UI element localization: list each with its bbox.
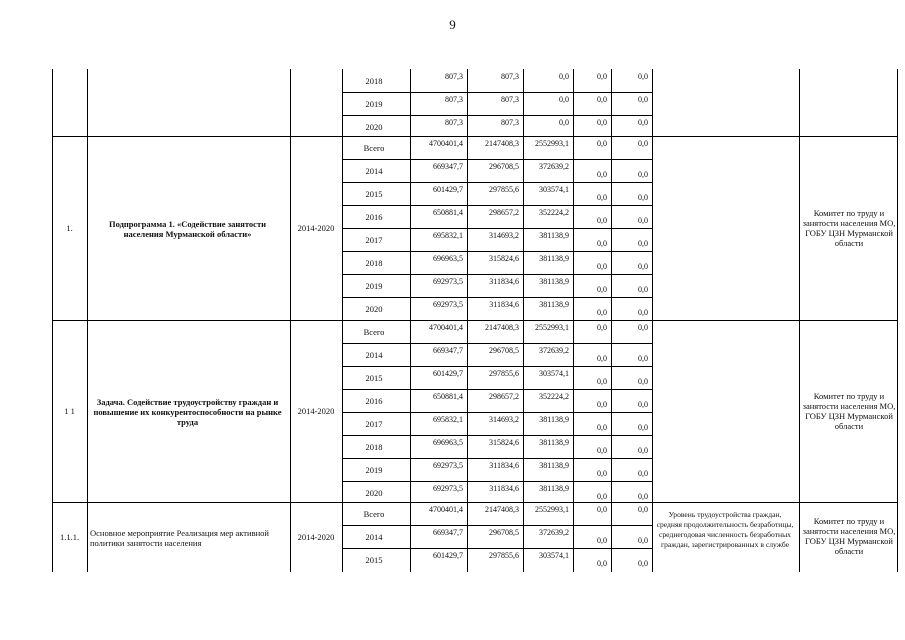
year-cell: 2016 [365,396,383,406]
year-cell: 2018 [365,76,383,86]
amount-cell: 601429,7 [433,185,463,194]
row-divider [342,389,652,390]
section-number: 1. [66,223,73,233]
amount-cell: 4700401,4 [429,139,463,148]
section-period: 2014-2020 [297,223,335,233]
row-divider [342,251,652,252]
amount-cell: 381138,9 [539,438,569,447]
amount-cell: 0,0 [638,118,648,127]
amount-cell: 0,0 [597,193,607,202]
amount-cell: 2147408,3 [485,505,519,514]
amount-cell: 296708,5 [489,346,519,355]
section-name: Задача. Содействие трудоустройству граждан и повышение их конкурентоспособности на рынке труда [93,397,282,427]
amount-cell: 695832,1 [433,231,463,240]
amount-cell: 0,0 [638,139,648,148]
amount-cell: 0,0 [638,72,648,81]
amount-cell: 0,0 [638,505,648,514]
amount-cell: 311834,6 [489,484,519,493]
amount-cell: 0,0 [638,400,648,409]
row-divider [342,182,652,183]
amount-cell: 2147408,3 [485,323,519,332]
amount-cell: 0,0 [597,95,607,104]
amount-cell: 0,0 [638,469,648,478]
amount-cell: 0,0 [638,170,648,179]
year-cell: 2020 [365,304,383,314]
section-number: 1 1 [64,406,75,416]
amount-cell: 381138,9 [539,415,569,424]
row-divider [52,320,897,321]
amount-cell: 0,0 [597,72,607,81]
column-divider [897,69,898,572]
amount-cell: 298657,2 [489,208,519,217]
amount-cell: 4700401,4 [429,323,463,332]
amount-cell: 381138,9 [539,461,569,470]
amount-cell: 2552993,1 [535,505,569,514]
amount-cell: 0,0 [597,400,607,409]
amount-cell: 298657,2 [489,392,519,401]
amount-cell: 0,0 [597,492,607,501]
amount-cell: 696963,5 [433,438,463,447]
amount-cell: 692973,5 [433,484,463,493]
section-executor: Комитет по труду и занятости населения МО, ГОБУ ЦЗН Мурманской области [802,516,896,556]
amount-cell: 314693,2 [489,415,519,424]
amount-cell: 297855,6 [489,369,519,378]
section-indicator: Уровень трудоустройства граждан, средняя продолжительность безработицы, среднегодовая численность безработных граждан, зарегистрированных в службе [656,510,794,549]
year-cell: 2020 [365,488,383,498]
amount-cell: 0,0 [638,354,648,363]
amount-cell: 669347,7 [433,528,463,537]
row-divider [342,274,652,275]
amount-cell: 0,0 [597,536,607,545]
row-divider [342,366,652,367]
row-divider [342,481,652,482]
section-executor: Комитет по труду и занятости населения МО, ГОБУ ЦЗН Мурманской области [802,391,896,431]
row-divider [342,297,652,298]
amount-cell: 692973,5 [433,277,463,286]
amount-cell: 0,0 [597,216,607,225]
amount-cell: 669347,7 [433,162,463,171]
amount-cell: 0,0 [559,95,569,104]
amount-cell: 807,3 [501,95,519,104]
amount-cell: 0,0 [638,323,648,332]
amount-cell: 0,0 [597,423,607,432]
amount-cell: 601429,7 [433,369,463,378]
amount-cell: 372639,2 [539,162,569,171]
amount-cell: 381138,9 [539,300,569,309]
amount-cell: 0,0 [638,193,648,202]
amount-cell: 807,3 [445,95,463,104]
section-executor: Комитет по труду и занятости населения МО, ГОБУ ЦЗН Мурманской области [802,208,896,248]
amount-cell: 0,0 [597,139,607,148]
amount-cell: 372639,2 [539,346,569,355]
amount-cell: 692973,5 [433,300,463,309]
amount-cell: 311834,6 [489,461,519,470]
amount-cell: 807,3 [445,72,463,81]
row-divider [52,136,897,137]
year-cell: 2017 [365,235,383,245]
year-cell: 2020 [365,122,383,132]
section-name: Основное мероприятие Реализация мер активной политики занятости населения [90,528,269,548]
row-divider [342,343,652,344]
amount-cell: 0,0 [638,262,648,271]
amount-cell: 0,0 [597,262,607,271]
year-cell: 2019 [365,99,383,109]
amount-cell: 0,0 [597,323,607,332]
amount-cell: 601429,7 [433,551,463,560]
amount-cell: 372639,2 [539,528,569,537]
amount-cell: 0,0 [638,559,648,568]
amount-cell: 0,0 [638,377,648,386]
amount-cell: 315824,6 [489,254,519,263]
row-divider [52,502,897,503]
amount-cell: 650881,4 [433,392,463,401]
amount-cell: 692973,5 [433,461,463,470]
row-divider [342,159,652,160]
amount-cell: 0,0 [597,559,607,568]
year-cell: 2014 [365,350,383,360]
year-cell: 2018 [365,258,383,268]
amount-cell: 0,0 [597,377,607,386]
amount-cell: 2552993,1 [535,323,569,332]
amount-cell: 0,0 [597,118,607,127]
amount-cell: 650881,4 [433,208,463,217]
amount-cell: 303574,1 [539,551,569,560]
amount-cell: 0,0 [638,239,648,248]
amount-cell: 303574,1 [539,369,569,378]
year-cell: 2015 [365,189,383,199]
amount-cell: 0,0 [597,308,607,317]
page-number: 9 [449,17,456,32]
amount-cell: 0,0 [597,446,607,455]
amount-cell: 352224,2 [539,392,569,401]
amount-cell: 311834,6 [489,277,519,286]
amount-cell: 2147408,3 [485,139,519,148]
amount-cell: 0,0 [597,170,607,179]
year-cell: 2014 [365,166,383,176]
amount-cell: 315824,6 [489,438,519,447]
amount-cell: 0,0 [638,95,648,104]
row-divider [342,435,652,436]
amount-cell: 311834,6 [489,300,519,309]
year-cell: Всего [363,327,385,337]
row-divider [342,92,652,93]
row-divider [342,525,652,526]
row-divider [342,548,652,549]
amount-cell: 807,3 [501,118,519,127]
amount-cell: 314693,2 [489,231,519,240]
amount-cell: 0,0 [597,505,607,514]
amount-cell: 0,0 [638,536,648,545]
section-number: 1.1.1. [59,532,80,542]
amount-cell: 0,0 [559,118,569,127]
amount-cell: 297855,6 [489,551,519,560]
section-name: Подпрограмма 1. «Содействие занятости населения Мурманской области» [108,219,267,239]
amount-cell: 0,0 [638,308,648,317]
amount-cell: 381138,9 [539,231,569,240]
year-cell: 2017 [365,419,383,429]
amount-cell: 0,0 [638,446,648,455]
amount-cell: 696963,5 [433,254,463,263]
year-cell: 2018 [365,442,383,452]
amount-cell: 296708,5 [489,528,519,537]
amount-cell: 0,0 [638,285,648,294]
year-cell: 2015 [365,373,383,383]
amount-cell: 669347,7 [433,346,463,355]
amount-cell: 2552993,1 [535,139,569,148]
amount-cell: 381138,9 [539,254,569,263]
amount-cell: 0,0 [559,72,569,81]
year-cell: 2014 [365,532,383,542]
year-cell: 2019 [365,465,383,475]
row-divider [342,205,652,206]
amount-cell: 807,3 [501,72,519,81]
amount-cell: 0,0 [638,216,648,225]
row-divider [342,228,652,229]
amount-cell: 0,0 [597,285,607,294]
amount-cell: 807,3 [445,118,463,127]
year-cell: Всего [363,143,385,153]
amount-cell: 0,0 [597,469,607,478]
year-cell: 2019 [365,281,383,291]
amount-cell: 4700401,4 [429,505,463,514]
amount-cell: 303574,1 [539,185,569,194]
section-period: 2014-2020 [297,406,335,416]
amount-cell: 0,0 [638,423,648,432]
amount-cell: 297855,6 [489,185,519,194]
row-divider [342,115,652,116]
row-divider [342,458,652,459]
amount-cell: 0,0 [638,492,648,501]
amount-cell: 381138,9 [539,484,569,493]
amount-cell: 352224,2 [539,208,569,217]
year-cell: Всего [363,509,385,519]
section-period: 2014-2020 [297,532,335,542]
amount-cell: 695832,1 [433,415,463,424]
year-cell: 2016 [365,212,383,222]
amount-cell: 296708,5 [489,162,519,171]
amount-cell: 0,0 [597,354,607,363]
amount-cell: 0,0 [597,239,607,248]
year-cell: 2015 [365,555,383,565]
amount-cell: 381138,9 [539,277,569,286]
row-divider [342,412,652,413]
